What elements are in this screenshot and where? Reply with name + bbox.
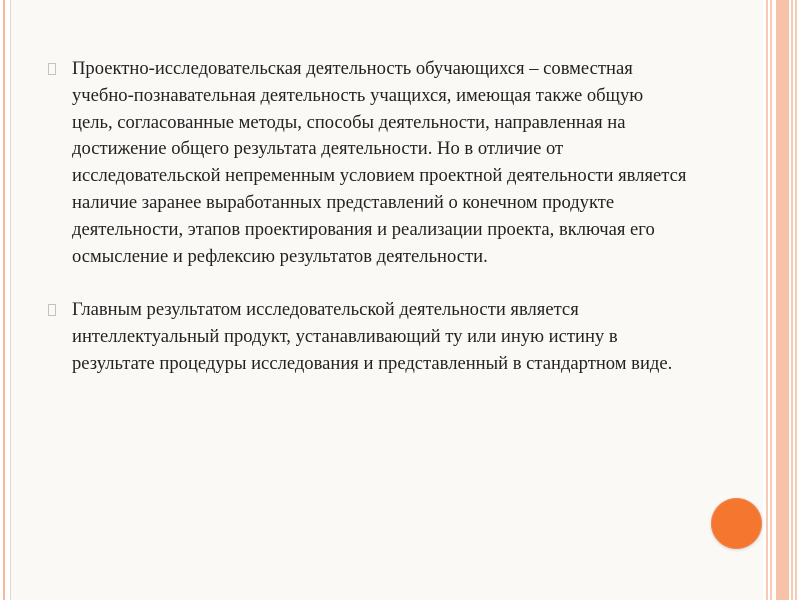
content-list — [48, 56, 688, 378]
bullet-text-1: Проектно-исследовательская деятельность обучающихся – совместная учебно-познавательная деятельность учащихся, имеющая также общую цель, согласованные методы, способы деятельности, направленная на достижение общего результата деятельности. Но в отличие от исследовательской непременным условием проектной деятельности является наличие заранее выработанных представлений о конечном продукте деятельности, этапов проектирования и реализации проекта, включая его осмысление и рефлексию результатов деятельности. — [72, 58, 687, 267]
orange-circle-decoration — [711, 498, 762, 549]
hollow-square-icon — [48, 304, 56, 316]
bullet-text-2: Главным результатом исследовательской деятельности является интеллектуальный продукт, устанавливающий ту или иную истину в результате процедуры исследования и представленный в стандартном виде. — [72, 299, 673, 374]
bullet-item-2 — [48, 297, 688, 377]
hollow-square-icon — [48, 63, 56, 75]
bullet-item-1 — [48, 56, 688, 270]
